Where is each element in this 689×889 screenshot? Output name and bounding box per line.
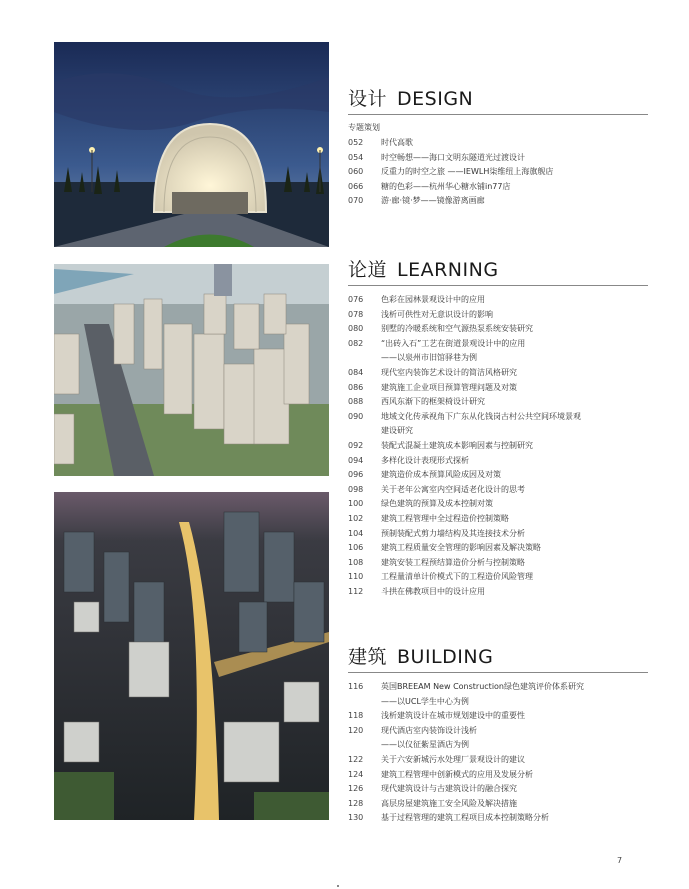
toc-entry[interactable] xyxy=(348,194,648,209)
toc-entry[interactable] xyxy=(348,308,648,323)
toc-article-title: 建筑安装工程预结算造价分析与控制策略 xyxy=(381,557,525,567)
learning-section-title: 论道 LEARNING xyxy=(348,259,499,281)
toc-article-title: 建筑造价成本预算风险成因及对策 xyxy=(381,470,501,480)
toc-page-number: 098 xyxy=(348,484,364,494)
toc-entry[interactable] xyxy=(348,395,648,410)
toc-entry[interactable] xyxy=(348,322,648,337)
toc-page-number: 078 xyxy=(348,309,364,319)
city-aerial-day-photo xyxy=(54,264,329,476)
toc-article-title: 别墅的冷暖系统和空气源热泵系统安装研究 xyxy=(381,324,533,334)
toc-entry[interactable] xyxy=(348,151,648,166)
toc-entry[interactable] xyxy=(348,351,648,366)
toc-page-number: 090 xyxy=(348,411,364,421)
toc-page-number xyxy=(348,351,381,366)
toc-entry[interactable] xyxy=(348,709,648,724)
toc-page-number: 070 xyxy=(348,196,364,206)
toc-entry[interactable] xyxy=(348,165,648,180)
toc-page-number xyxy=(348,738,381,753)
toc-page-number: 128 xyxy=(348,798,364,808)
toc-page-number: 106 xyxy=(348,543,364,553)
toc-article-title: 工程量清单计价模式下的工程造价风险管理 xyxy=(381,572,533,582)
design-subhead: 专题策划 xyxy=(348,123,380,132)
building-section xyxy=(348,642,648,826)
toc-page-number: 066 xyxy=(348,181,364,191)
toc-page-number: 092 xyxy=(348,440,364,450)
toc-entry[interactable] xyxy=(348,541,648,556)
toc-article-title: 现代室内装饰艺术设计的简洁风格研究 xyxy=(381,367,517,377)
toc-article-title: 西风东渐下的框架椅设计研究 xyxy=(381,397,485,407)
toc-article-title: 关于老年公寓室内空间适老化设计的思考 xyxy=(381,484,525,494)
toc-page-number: 088 xyxy=(348,397,364,407)
toc-article-title: ——以仪征紫星酒店为例 xyxy=(381,740,469,750)
toc-entry[interactable] xyxy=(348,381,648,396)
toc-page-number: 110 xyxy=(348,572,364,582)
toc-page-number: 054 xyxy=(348,152,364,162)
toc-page-number: 112 xyxy=(348,586,364,596)
building-title-rule xyxy=(348,672,648,673)
toc-article-title: 地域文化传承视角下广东从化钱岗古村公共空间环境景观 xyxy=(381,411,581,421)
toc-page-number: 086 xyxy=(348,382,364,392)
toc-entry[interactable] xyxy=(348,585,648,600)
toc-entry[interactable] xyxy=(348,738,648,753)
learning-toc-list xyxy=(348,293,648,599)
toc-entry[interactable] xyxy=(348,180,648,195)
toc-article-title: 多样化设计表现形式探析 xyxy=(381,455,469,465)
toc-article-title: 高层房屋建筑施工安全风险及解决措施 xyxy=(381,798,517,808)
toc-entry[interactable] xyxy=(348,527,648,542)
toc-article-title: 色彩在园林景观设计中的应用 xyxy=(381,295,485,304)
toc-page-number: 102 xyxy=(348,513,364,523)
toc-article-title: 英国BREEAM New Construction绿色建筑评价体系研究 xyxy=(381,682,585,691)
toc-entry[interactable] xyxy=(348,768,648,783)
city-aerial-night-photo xyxy=(54,492,329,820)
toc-article-title: 时代高歌 xyxy=(381,138,413,147)
toc-page-number: 082 xyxy=(348,338,364,348)
learning-section xyxy=(348,255,648,599)
toc-entry[interactable] xyxy=(348,366,648,381)
learning-title-rule xyxy=(348,285,648,286)
toc-article-title: 装配式混凝土建筑成本影响因素与控制研究 xyxy=(381,440,533,450)
toc-page-number: 130 xyxy=(348,813,364,823)
toc-article-title: 浅析建筑设计在城市规划建设中的重要性 xyxy=(381,711,525,721)
toc-page-number: 080 xyxy=(348,324,364,334)
toc-article-title: 浅析可供性对无意识设计的影响 xyxy=(381,309,493,319)
page-number: 7 xyxy=(617,856,623,865)
toc-entry[interactable] xyxy=(348,424,648,439)
toc-article-title: 关于六安新城污水处理厂景观设计的建议 xyxy=(381,754,525,764)
toc-article-title: 建筑工程质量安全管理的影响因素及解决策略 xyxy=(381,543,541,553)
toc-article-title: 糖的色彩——杭州华心糖水铺in77店 xyxy=(381,181,511,191)
toc-page-number xyxy=(348,424,381,439)
toc-page-number: 060 xyxy=(348,167,364,177)
toc-article-title: 现代建筑设计与古建筑设计的融合探究 xyxy=(381,784,517,794)
footer-mark xyxy=(337,885,339,887)
design-section xyxy=(348,84,648,209)
toc-page-number: 094 xyxy=(348,455,364,465)
toc-article-title: 绿色建筑的预算及成本控制对策 xyxy=(381,499,493,509)
toc-entry[interactable] xyxy=(348,293,648,308)
toc-page-number: 122 xyxy=(348,754,364,764)
toc-entry[interactable] xyxy=(348,468,648,483)
toc-page-number: 052 xyxy=(348,138,364,147)
toc-entry[interactable] xyxy=(348,512,648,527)
toc-page-number: 100 xyxy=(348,499,364,509)
toc-entry[interactable] xyxy=(348,680,648,695)
design-title-rule xyxy=(348,114,648,115)
toc-page-number: 120 xyxy=(348,725,364,735)
toc-entry[interactable] xyxy=(348,410,648,425)
toc-article-title: 建筑工程管理中全过程造价控制策略 xyxy=(381,513,509,523)
toc-entry[interactable] xyxy=(348,439,648,454)
toc-entry[interactable] xyxy=(348,782,648,797)
toc-entry[interactable] xyxy=(348,454,648,469)
toc-entry[interactable] xyxy=(348,136,648,151)
toc-entry[interactable] xyxy=(348,483,648,498)
toc-page-number: 084 xyxy=(348,367,364,377)
toc-entry[interactable] xyxy=(348,497,648,512)
toc-page-number: 116 xyxy=(348,682,364,691)
toc-entry[interactable] xyxy=(348,811,648,826)
toc-article-title: 斗拱在佛教项目中的设计应用 xyxy=(381,586,485,596)
toc-article-title: ——以泉州市旧馆驿巷为例 xyxy=(381,353,477,363)
toc-page-number: 076 xyxy=(348,295,364,304)
toc-entry[interactable] xyxy=(348,556,648,571)
toc-page-number: 104 xyxy=(348,528,364,538)
toc-article-title: 时空畅想——海口文明东隧道光过渡设计 xyxy=(381,152,525,162)
design-toc-list xyxy=(348,136,648,209)
toc-entry[interactable] xyxy=(348,753,648,768)
toc-entry[interactable] xyxy=(348,337,648,352)
design-section-title: 设计 DESIGN xyxy=(348,88,474,110)
toc-article-title: 建筑施工企业项目预算管理问题及对策 xyxy=(381,382,517,392)
toc-article-title: 基于过程管理的建筑工程项目成本控制策略分析 xyxy=(381,813,549,823)
toc-page-number xyxy=(348,695,381,710)
toc-entry[interactable] xyxy=(348,695,648,710)
toc-article-title: 预制装配式剪力墙结构及其连接技术分析 xyxy=(381,528,525,538)
tunnel-night-photo xyxy=(54,42,329,247)
toc-article-title: 建筑工程管理中创新模式的应用及发展分析 xyxy=(381,769,533,779)
toc-entry[interactable] xyxy=(348,724,648,739)
building-section-title: 建筑 BUILDING xyxy=(348,646,494,668)
toc-entry[interactable] xyxy=(348,797,648,812)
toc-article-title: “出砖入石”工艺在街道景观设计中的应用 xyxy=(381,338,526,348)
toc-article-title: 建设研究 xyxy=(381,426,413,436)
toc-entry[interactable] xyxy=(348,570,648,585)
toc-page-number: 096 xyxy=(348,470,364,480)
toc-article-title: 反重力的时空之旅 ——IEWLH柒维纽上海旗舰店 xyxy=(381,167,554,177)
toc-page-number: 108 xyxy=(348,557,364,567)
toc-page-number: 126 xyxy=(348,784,364,794)
toc-article-title: 游·廊·镜·梦——镜像游离画廊 xyxy=(381,196,485,206)
toc-page-number: 124 xyxy=(348,769,364,779)
toc-article-title: ——以UCL学生中心为例 xyxy=(381,696,469,706)
building-toc-list xyxy=(348,680,648,826)
toc-page-number: 118 xyxy=(348,711,364,721)
toc-article-title: 现代酒店室内装饰设计浅析 xyxy=(381,725,477,735)
